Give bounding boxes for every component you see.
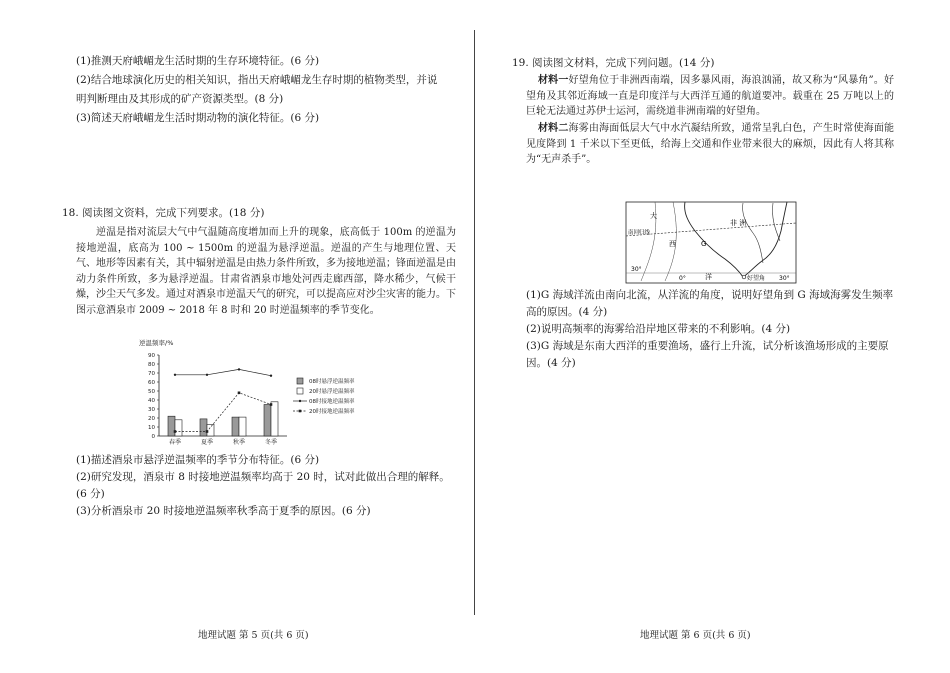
q19-q1: (1)G 海域洋流由南向北流，从洋流的角度，说明好望角到 G 海域海雾发生频率 <box>526 289 894 301</box>
material-2-text: 海雾由海面低层大气中水汽凝结所致，通常呈乳白色，产生时常使海面能见度降到 1 千米以下至更低，给海上交通和作业带来很大的麻烦，因此有人将其称为“无声杀手”。 <box>526 123 895 165</box>
point-20-ground <box>238 392 241 395</box>
material-2-label: 材料二 <box>538 123 569 134</box>
map-label-cape: 好望角 <box>747 275 766 282</box>
legend-marker <box>299 410 302 413</box>
footer-page-6: 地理试题 第 6 页(共 6 页) <box>640 630 751 641</box>
q18-q2-score: (6 分) <box>76 488 105 500</box>
material-1 <box>526 73 894 120</box>
q17-line-3: 明判断理由及其形成的矿产资源类型。(8 分) <box>76 93 284 105</box>
q17-line-1: (1)推测天府峨嵋龙生活时期的生存环境特征。(6 分) <box>76 55 320 67</box>
point-20-ground <box>270 403 273 406</box>
map-label-0: 0° <box>679 275 686 282</box>
bar-20-suspended <box>271 402 278 436</box>
x-tick-label: 秋季 <box>232 439 246 446</box>
cape-marker-icon <box>742 275 746 279</box>
bar-20-suspended <box>175 420 182 436</box>
bar-08-suspended <box>200 419 207 436</box>
q18-title: 18. 阅读图文资料，完成下列要求。(18 分) <box>62 207 265 219</box>
chart-ylabel: 逆温频率/% <box>139 339 174 347</box>
point-08-ground <box>174 374 176 376</box>
q18-q1: (1)描述酒泉市悬浮逆温频率的季节分布特征。(6 分) <box>76 454 320 466</box>
x-tick-label: 夏季 <box>200 439 214 446</box>
map-label-yang: 洋 <box>705 273 712 281</box>
q19-title: 19. 阅读图文材料，完成下列问题。(14 分) <box>512 57 715 69</box>
q18-q2: (2)研究发现，酒泉市 8 时接地逆温频率均高于 20 时，试对此做出合理的解释。 <box>76 471 450 483</box>
map-label-africa: 非 洲 <box>730 219 747 227</box>
legend-label: 20时接地逆温频率 <box>309 409 355 415</box>
q19-q3-cont: 因。(4 分) <box>526 357 576 369</box>
map-label-g: G <box>701 240 707 248</box>
q17-line-4: (3)简述天府峨嵋龙生活时期动物的演化特征。(6 分) <box>76 112 320 124</box>
map-label-30w: 30° <box>631 266 642 273</box>
y-tick-label: 80 <box>148 362 155 368</box>
line-08-ground <box>175 369 271 375</box>
legend-swatch <box>297 388 303 394</box>
y-tick-label: 40 <box>148 398 155 404</box>
point-20-ground <box>174 430 177 433</box>
q19-q3: (3)G 海域是东南大西洋的重要渔场，盛行上升流，试分析该渔场形成的主要原 <box>526 340 889 352</box>
material-1-label: 材料一 <box>538 75 569 86</box>
map-label-da: 大 <box>650 212 657 220</box>
column-divider <box>474 30 475 615</box>
point-08-ground <box>206 374 208 376</box>
point-08-ground <box>270 375 272 377</box>
y-tick-label: 50 <box>148 389 155 395</box>
y-tick-label: 20 <box>148 416 155 422</box>
material-2 <box>526 121 894 168</box>
y-tick-label: 0 <box>151 434 155 440</box>
footer-page-5: 地理试题 第 5 页(共 6 页) <box>198 630 309 641</box>
map-label-30e: 30° <box>779 275 790 282</box>
legend-label: 08时接地逆温频率 <box>309 399 355 405</box>
cape-map <box>625 201 797 285</box>
y-axis <box>148 353 159 440</box>
line-20-ground <box>175 393 271 432</box>
point-20-ground <box>206 430 209 433</box>
bar-08-suspended <box>168 416 175 436</box>
map-label-tropic: 南回归线 <box>628 230 651 236</box>
y-tick-label: 10 <box>148 425 155 431</box>
bar-20-suspended <box>207 424 214 436</box>
bar-08-suspended <box>232 417 239 436</box>
x-tick-label: 春季 <box>168 439 182 446</box>
legend-label: 20时悬浮逆温频率 <box>309 389 355 395</box>
map-label-xi: 西 <box>669 240 676 248</box>
bar-08-suspended <box>264 405 271 437</box>
q19-q2: (2)说明高频率的海雾给沿岸地区带来的不利影响。(4 分) <box>526 323 791 335</box>
point-08-ground <box>238 368 240 370</box>
q19-q1-cont: 高的原因。(4 分) <box>526 306 608 318</box>
legend-label: 08时悬浮逆温频率 <box>309 379 355 385</box>
bar-20-suspended <box>239 417 246 436</box>
y-tick-label: 70 <box>148 371 155 377</box>
y-tick-label: 90 <box>148 353 155 359</box>
y-tick-label: 30 <box>148 407 155 413</box>
material-1-text: 好望角位于非洲西南端，因多暴风雨，海浪汹涌，故又称为“风暴角”。好望角及其邻近海域一直是印度洋与大西洋互通的航道要冲。载重在 25 万吨以上的巨轮无法通过苏伊士运河，需绕道非洲南端的好望角。 <box>526 75 894 117</box>
legend-swatch <box>297 378 303 384</box>
q18-material: 逆温是指对流层大气中气温随高度增加而上升的现象，底高低于 100m 的逆温为接地逆温，底高为 100 ~ 1500m 的逆温为悬浮逆温。逆温的产生与地理位置、天气、地形等因素有关，其中辐射逆温是由热力条件所致，多为接地逆温；锋面逆温是由动力条件所致，多为悬浮逆温。甘肃省酒泉市地处河西走廊西部，降水稀少，气候干燥，沙尘天气多发。通过对酒泉市逆温天气的研究，可以提高应对沙尘灾害的能力。下图示意酒泉市 2009 ~ 2018 年 8 时和 20 时逆温频率的季节变化。 <box>76 227 456 316</box>
x-tick-label: 冬季 <box>264 439 278 446</box>
inversion-chart <box>125 338 385 460</box>
y-tick-label: 60 <box>148 380 155 386</box>
q18-q3: (3)分析酒泉市 20 时接地逆温频率秋季高于夏季的原因。(6 分) <box>76 505 371 517</box>
q17-line-2: (2)结合地球演化历史的相关知识，指出天府峨嵋龙生存时期的植物类型，并说 <box>76 74 438 86</box>
legend-marker <box>299 400 301 402</box>
